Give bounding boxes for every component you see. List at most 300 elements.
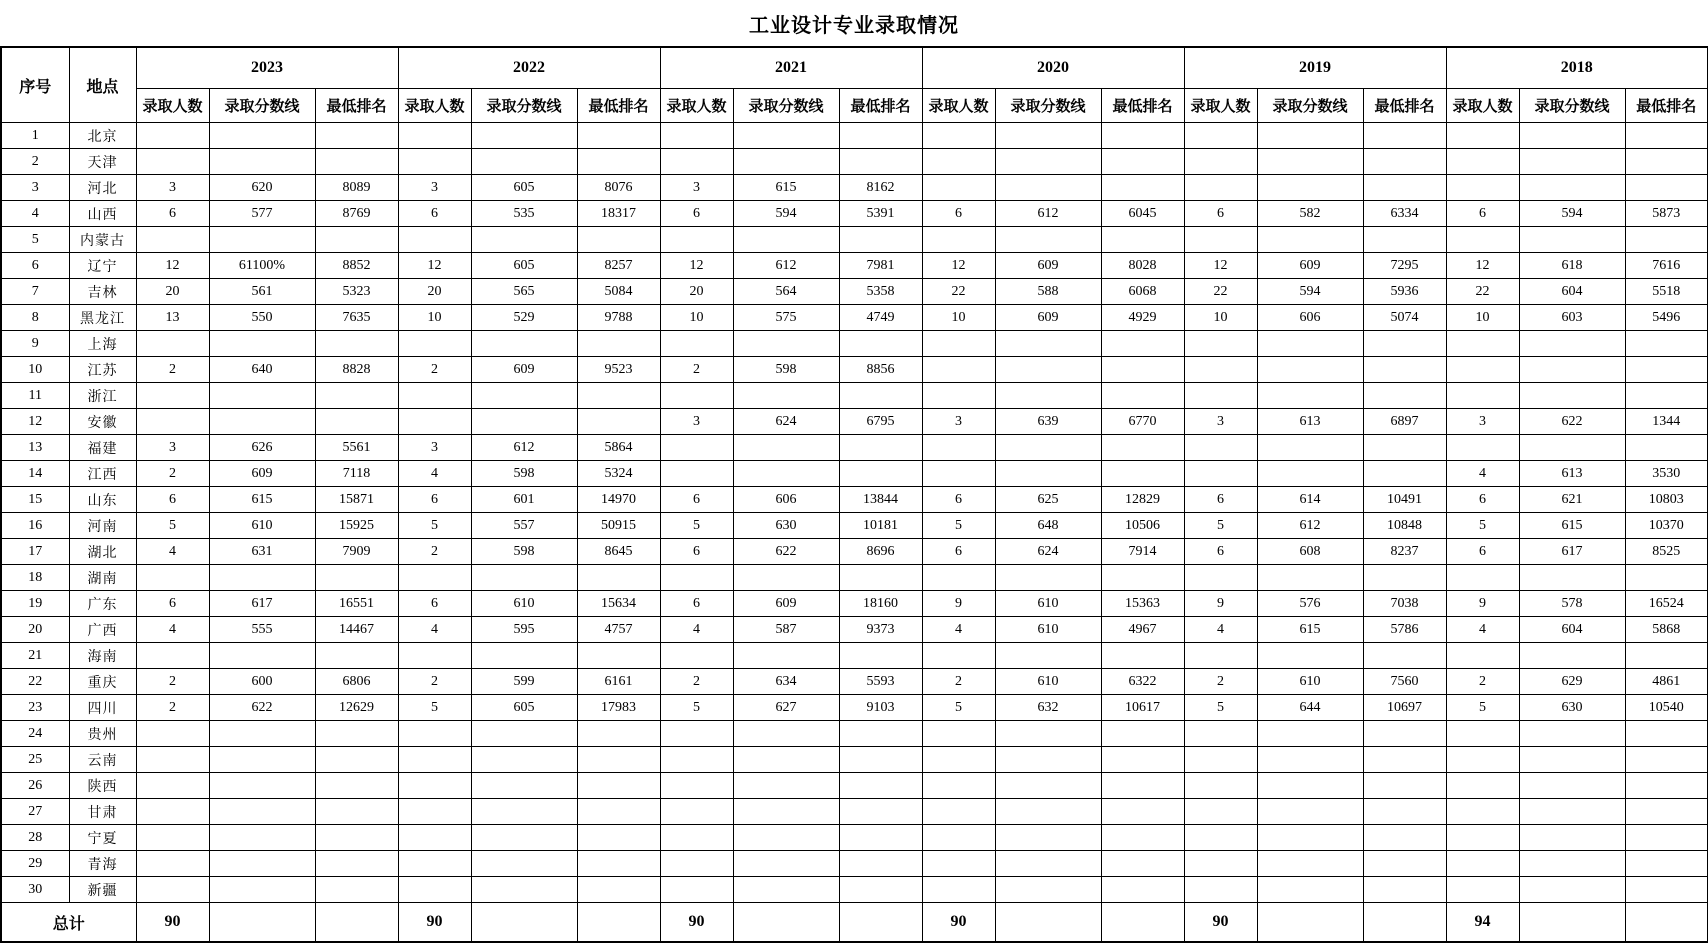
data-cell [209, 799, 315, 825]
table-row [1, 409, 1708, 435]
data-cell [1257, 851, 1363, 877]
data-cell: 606 [1257, 305, 1363, 331]
data-cell: 3 [1184, 409, 1257, 435]
data-cell [922, 773, 995, 799]
data-cell [1257, 643, 1363, 669]
data-cell: 5 [1184, 695, 1257, 721]
data-cell [922, 877, 995, 903]
data-cell: 639 [995, 409, 1101, 435]
row-location: 北京 [69, 123, 136, 149]
data-cell: 4 [398, 617, 471, 643]
data-cell [995, 227, 1101, 253]
data-cell: 6161 [577, 669, 660, 695]
data-cell [1101, 643, 1184, 669]
data-cell [1363, 747, 1446, 773]
data-cell [315, 123, 398, 149]
data-cell: 2 [922, 669, 995, 695]
data-cell [1184, 149, 1257, 175]
data-cell: 561 [209, 279, 315, 305]
data-cell [733, 331, 839, 357]
row-location: 山西 [69, 201, 136, 227]
data-cell [315, 747, 398, 773]
data-cell: 610 [471, 591, 577, 617]
data-cell [1446, 721, 1519, 747]
data-cell: 10697 [1363, 695, 1446, 721]
data-cell [733, 123, 839, 149]
data-cell: 615 [1257, 617, 1363, 643]
data-cell [398, 227, 471, 253]
data-cell [1519, 799, 1625, 825]
data-cell [1257, 461, 1363, 487]
data-cell: 8645 [577, 539, 660, 565]
data-cell: 8852 [315, 253, 398, 279]
data-cell [1625, 331, 1708, 357]
data-cell: 12 [1184, 253, 1257, 279]
data-cell: 10491 [1363, 487, 1446, 513]
header-2018-metric-1: 录取分数线 [1519, 89, 1625, 123]
data-cell [136, 565, 209, 591]
data-cell [1257, 773, 1363, 799]
data-cell [1363, 357, 1446, 383]
data-cell: 6 [1184, 487, 1257, 513]
data-cell [660, 331, 733, 357]
data-cell [1625, 877, 1708, 903]
data-cell: 612 [995, 201, 1101, 227]
header-2022-metric-0: 录取人数 [398, 89, 471, 123]
data-cell: 6 [1184, 201, 1257, 227]
header-2020-metric-1: 录取分数线 [995, 89, 1101, 123]
header-2019-metric-2: 最低排名 [1363, 89, 1446, 123]
data-cell: 8237 [1363, 539, 1446, 565]
header-year-2023: 2023 [136, 47, 398, 89]
data-cell: 61100% [209, 253, 315, 279]
data-cell: 624 [733, 409, 839, 435]
data-cell [209, 851, 315, 877]
data-cell: 16551 [315, 591, 398, 617]
table-row [1, 357, 1708, 383]
data-cell: 3 [922, 409, 995, 435]
data-cell [1363, 331, 1446, 357]
data-cell: 2 [398, 539, 471, 565]
data-cell [471, 851, 577, 877]
data-cell [660, 825, 733, 851]
data-cell: 3 [1446, 409, 1519, 435]
data-cell: 5324 [577, 461, 660, 487]
data-cell [471, 799, 577, 825]
data-cell [922, 149, 995, 175]
data-cell [398, 565, 471, 591]
data-cell [577, 825, 660, 851]
data-cell: 4861 [1625, 669, 1708, 695]
data-cell [839, 877, 922, 903]
data-cell: 12 [1446, 253, 1519, 279]
data-cell [577, 877, 660, 903]
data-cell: 17983 [577, 695, 660, 721]
data-cell [1184, 565, 1257, 591]
data-cell: 4 [1446, 617, 1519, 643]
data-cell: 10 [922, 305, 995, 331]
row-location: 山东 [69, 487, 136, 513]
data-cell [922, 123, 995, 149]
row-no: 24 [1, 721, 69, 747]
data-cell: 555 [209, 617, 315, 643]
data-cell: 565 [471, 279, 577, 305]
data-cell: 624 [995, 539, 1101, 565]
data-cell [1257, 799, 1363, 825]
data-cell: 8696 [839, 539, 922, 565]
data-cell [1519, 721, 1625, 747]
data-cell: 5 [398, 695, 471, 721]
data-cell [733, 383, 839, 409]
data-cell [577, 851, 660, 877]
data-cell: 5 [398, 513, 471, 539]
data-cell: 610 [995, 591, 1101, 617]
data-cell [1519, 747, 1625, 773]
data-cell [733, 851, 839, 877]
table-row [1, 721, 1708, 747]
header-2023-metric-0: 录取人数 [136, 89, 209, 123]
data-cell: 612 [1257, 513, 1363, 539]
data-cell: 630 [1519, 695, 1625, 721]
data-cell [922, 825, 995, 851]
data-cell [660, 383, 733, 409]
data-cell: 3 [136, 435, 209, 461]
data-cell: 7909 [315, 539, 398, 565]
data-cell: 7560 [1363, 669, 1446, 695]
data-cell [209, 825, 315, 851]
header-2022-metric-1: 录取分数线 [471, 89, 577, 123]
data-cell [209, 409, 315, 435]
row-no: 7 [1, 279, 69, 305]
data-cell: 10 [660, 305, 733, 331]
header-2021-metric-1: 录取分数线 [733, 89, 839, 123]
total-score-empty [995, 903, 1101, 943]
data-cell [1363, 799, 1446, 825]
data-cell [1519, 383, 1625, 409]
data-cell: 620 [209, 175, 315, 201]
data-cell [1101, 227, 1184, 253]
data-cell: 575 [733, 305, 839, 331]
data-cell [1257, 825, 1363, 851]
data-cell [315, 643, 398, 669]
row-location: 四川 [69, 695, 136, 721]
data-cell: 609 [209, 461, 315, 487]
data-cell [1363, 149, 1446, 175]
table-row [1, 305, 1708, 331]
data-cell: 5936 [1363, 279, 1446, 305]
data-cell [1184, 643, 1257, 669]
data-cell [660, 877, 733, 903]
data-cell [471, 149, 577, 175]
table-row [1, 201, 1708, 227]
data-cell: 599 [471, 669, 577, 695]
table-row [1, 799, 1708, 825]
data-cell: 8525 [1625, 539, 1708, 565]
data-cell: 4 [136, 539, 209, 565]
data-cell [839, 227, 922, 253]
data-cell [660, 721, 733, 747]
data-cell [1625, 721, 1708, 747]
data-cell [922, 851, 995, 877]
data-cell: 605 [471, 175, 577, 201]
data-cell: 4 [1446, 461, 1519, 487]
data-cell: 18317 [577, 201, 660, 227]
data-cell [1625, 383, 1708, 409]
total-score-empty [471, 903, 577, 943]
row-location: 湖南 [69, 565, 136, 591]
data-cell: 610 [1257, 669, 1363, 695]
data-cell [315, 773, 398, 799]
table-row [1, 227, 1708, 253]
header-2022-metric-2: 最低排名 [577, 89, 660, 123]
data-cell [1184, 877, 1257, 903]
data-cell: 2 [136, 669, 209, 695]
data-cell: 7118 [315, 461, 398, 487]
row-no: 1 [1, 123, 69, 149]
total-row [1, 903, 1708, 943]
data-cell [471, 721, 577, 747]
data-cell: 14467 [315, 617, 398, 643]
row-location: 湖北 [69, 539, 136, 565]
data-cell: 609 [995, 305, 1101, 331]
row-location: 海南 [69, 643, 136, 669]
data-cell: 22 [1184, 279, 1257, 305]
data-cell: 609 [995, 253, 1101, 279]
data-cell [209, 747, 315, 773]
data-cell: 648 [995, 513, 1101, 539]
data-cell [1625, 227, 1708, 253]
data-cell [839, 435, 922, 461]
data-cell [1519, 773, 1625, 799]
data-cell: 6 [922, 201, 995, 227]
data-cell: 12829 [1101, 487, 1184, 513]
data-cell: 632 [995, 695, 1101, 721]
data-cell [733, 799, 839, 825]
row-no: 26 [1, 773, 69, 799]
data-cell: 600 [209, 669, 315, 695]
data-cell: 6795 [839, 409, 922, 435]
data-cell [1363, 461, 1446, 487]
data-cell [315, 877, 398, 903]
data-cell: 15634 [577, 591, 660, 617]
data-cell: 612 [471, 435, 577, 461]
data-cell [1625, 149, 1708, 175]
data-cell [1184, 799, 1257, 825]
data-cell [1446, 175, 1519, 201]
data-cell: 564 [733, 279, 839, 305]
row-no: 13 [1, 435, 69, 461]
data-cell [136, 227, 209, 253]
data-cell [577, 643, 660, 669]
row-no: 14 [1, 461, 69, 487]
data-cell [1625, 773, 1708, 799]
data-cell [1446, 565, 1519, 591]
data-cell [1446, 383, 1519, 409]
header-year-2021: 2021 [660, 47, 922, 89]
data-cell [1101, 123, 1184, 149]
data-cell [315, 409, 398, 435]
row-location: 广东 [69, 591, 136, 617]
data-cell [1184, 747, 1257, 773]
data-cell: 625 [995, 487, 1101, 513]
data-cell: 594 [733, 201, 839, 227]
row-no: 16 [1, 513, 69, 539]
row-no: 29 [1, 851, 69, 877]
data-cell: 6334 [1363, 201, 1446, 227]
data-cell [995, 383, 1101, 409]
row-no: 19 [1, 591, 69, 617]
data-cell [315, 149, 398, 175]
data-cell [1446, 331, 1519, 357]
data-cell [398, 643, 471, 669]
data-cell [1363, 721, 1446, 747]
data-cell: 2 [136, 357, 209, 383]
data-cell: 640 [209, 357, 315, 383]
data-cell: 10803 [1625, 487, 1708, 513]
data-cell [471, 331, 577, 357]
data-cell: 622 [733, 539, 839, 565]
data-cell: 10540 [1625, 695, 1708, 721]
data-cell: 14970 [577, 487, 660, 513]
table-row [1, 279, 1708, 305]
data-cell: 6 [660, 539, 733, 565]
data-cell [1519, 877, 1625, 903]
total-count-2022: 90 [398, 903, 471, 943]
table-row [1, 435, 1708, 461]
data-cell: 3 [398, 435, 471, 461]
data-cell [315, 227, 398, 253]
data-cell [577, 565, 660, 591]
header-year-2019: 2019 [1184, 47, 1446, 89]
data-cell [1625, 799, 1708, 825]
data-cell [1363, 565, 1446, 591]
data-cell [995, 435, 1101, 461]
data-cell: 594 [1519, 201, 1625, 227]
table-row [1, 487, 1708, 513]
table-row [1, 175, 1708, 201]
data-cell [1184, 461, 1257, 487]
data-cell [660, 851, 733, 877]
data-cell: 605 [471, 695, 577, 721]
data-cell: 577 [209, 201, 315, 227]
data-cell [839, 565, 922, 591]
row-location: 重庆 [69, 669, 136, 695]
data-cell [136, 773, 209, 799]
data-cell [660, 799, 733, 825]
total-score-empty [1257, 903, 1363, 943]
data-cell [398, 773, 471, 799]
data-cell [209, 773, 315, 799]
data-cell [471, 747, 577, 773]
data-cell [660, 747, 733, 773]
data-cell: 598 [471, 539, 577, 565]
data-cell [1446, 747, 1519, 773]
data-cell [1446, 773, 1519, 799]
data-cell [209, 565, 315, 591]
data-cell: 8856 [839, 357, 922, 383]
data-cell: 582 [1257, 201, 1363, 227]
data-cell: 5864 [577, 435, 660, 461]
data-cell [1101, 825, 1184, 851]
data-cell: 4 [660, 617, 733, 643]
data-cell [1101, 435, 1184, 461]
data-cell: 9 [1446, 591, 1519, 617]
data-cell: 5084 [577, 279, 660, 305]
data-cell: 595 [471, 617, 577, 643]
data-cell [1363, 227, 1446, 253]
data-cell [315, 721, 398, 747]
data-cell [995, 799, 1101, 825]
row-no: 10 [1, 357, 69, 383]
data-cell: 610 [209, 513, 315, 539]
total-rank-empty [315, 903, 398, 943]
data-cell [922, 331, 995, 357]
data-cell: 12 [660, 253, 733, 279]
data-cell: 8076 [577, 175, 660, 201]
data-cell: 22 [1446, 279, 1519, 305]
data-cell [398, 383, 471, 409]
total-count-2023: 90 [136, 903, 209, 943]
data-cell [1257, 227, 1363, 253]
data-cell: 6068 [1101, 279, 1184, 305]
data-cell: 10 [1446, 305, 1519, 331]
row-no: 21 [1, 643, 69, 669]
data-cell [577, 747, 660, 773]
header-row-metrics [1, 89, 1708, 123]
data-cell [471, 565, 577, 591]
data-cell [922, 383, 995, 409]
data-cell: 4749 [839, 305, 922, 331]
data-cell [398, 825, 471, 851]
data-cell [922, 799, 995, 825]
data-cell [1519, 149, 1625, 175]
data-cell: 634 [733, 669, 839, 695]
data-cell [209, 643, 315, 669]
data-cell: 5561 [315, 435, 398, 461]
data-cell: 9523 [577, 357, 660, 383]
data-cell: 8257 [577, 253, 660, 279]
data-cell [1446, 643, 1519, 669]
row-no: 4 [1, 201, 69, 227]
data-cell: 16524 [1625, 591, 1708, 617]
data-cell [209, 149, 315, 175]
data-cell [1184, 773, 1257, 799]
header-2020-metric-0: 录取人数 [922, 89, 995, 123]
data-cell [1184, 825, 1257, 851]
data-cell: 615 [209, 487, 315, 513]
data-cell: 6 [398, 487, 471, 513]
data-cell [471, 643, 577, 669]
data-cell [1101, 175, 1184, 201]
data-cell: 6322 [1101, 669, 1184, 695]
row-no: 20 [1, 617, 69, 643]
data-cell: 4 [1184, 617, 1257, 643]
data-cell [839, 799, 922, 825]
data-cell: 2 [1446, 669, 1519, 695]
data-cell [398, 721, 471, 747]
data-cell [209, 331, 315, 357]
total-rank-empty [839, 903, 922, 943]
data-cell [660, 123, 733, 149]
data-cell [1519, 123, 1625, 149]
data-cell [995, 123, 1101, 149]
header-year-2020: 2020 [922, 47, 1184, 89]
data-cell: 10506 [1101, 513, 1184, 539]
data-cell [1446, 825, 1519, 851]
data-cell [471, 227, 577, 253]
data-cell: 5 [660, 513, 733, 539]
row-no: 12 [1, 409, 69, 435]
